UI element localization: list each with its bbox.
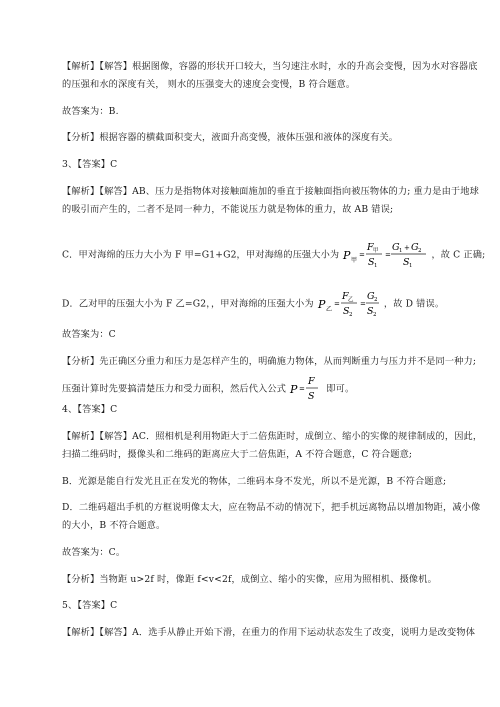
analysis-line: 【解析】【解答】A．选手从静止开始下滑，在重力的作用下运动状态发生了改变，说明力是改变物体 [62,627,476,638]
line-text: ，故 C 正确; [431,249,486,261]
line-text: D．乙对甲的压强大小为 F 乙=G2，，甲对海绵的压强大小为 [62,298,314,310]
svg-text:=: = [359,300,366,308]
svg-text:F: F [367,242,375,253]
analysis-line: B．光源是能自行发光且正在发光的物体，二维码本身不发光，所以不是光源，B 不符合题意; [62,476,447,487]
svg-text:G: G [411,242,420,253]
answer-line: 故答案为：C。 [62,547,126,558]
formula-symbol: P [343,249,351,262]
svg-text:2: 2 [373,297,378,303]
line-text: ，故 D 错误。 [383,298,445,310]
question-heading: 4、【答案】C [62,404,118,415]
analysis-line: 【解析】【解答】AC．照相机是利用物距大于二倍焦距时，成倒立、缩小的实像的规律制成的，因此， [62,431,483,442]
analysis-line: 【分析】先正确区分重力和压力是怎样产生的，明确施力物体，从而判断重力与压力并不是同一种力; [62,356,477,367]
svg-text:1: 1 [399,248,404,254]
line-text: 即可。 [326,383,355,395]
formula-equals: = [359,251,366,259]
formula-subscript: 甲 [351,257,358,264]
formula-symbol: P [317,298,326,311]
analysis-line: 【分析】当物距 u>2f 时，像距 f<v<2f，成倒立、缩小的实像，应用为照相机、摄像机。 [62,574,437,585]
svg-text:2: 2 [372,312,377,318]
analysis-line: 的吸引而产生的，二者不是同一种力，不能说压力就是物体的重力，故 AB 错误; [62,204,394,215]
question-heading: 5、【答案】C [62,600,118,611]
svg-text:S: S [368,257,376,268]
analysis-line: 扫描二维码时，摄像头和二维码的距离应大于二倍焦距，A 不符合题意，C 符合题意; [62,449,413,460]
svg-text:1: 1 [374,263,379,269]
pressure-formula-jia [342,238,428,272]
svg-text:G: G [366,291,375,302]
line-text: C．甲对海绵的压力大小为 F 甲=G1+G2，甲对海绵的压强大小为 [62,249,340,261]
answer-line: 故答案为：C [62,329,116,340]
formula-symbol: P [290,383,298,396]
svg-text:F: F [308,376,315,387]
svg-text:S: S [308,391,315,402]
pressure-formula-yi [317,287,381,321]
svg-text:1: 1 [409,263,414,269]
formula-equals: = [333,300,340,308]
svg-text:S: S [342,306,350,317]
svg-text:2: 2 [348,312,353,318]
pressure-formula-general [289,373,323,405]
line-text: 压强计算时先要搞清楚压力和受力面积，然后代入公式 [62,383,287,395]
svg-text:G: G [392,242,401,253]
analysis-line: 的压强和水的深度有关， 则水的压强变大的速度会变慢，B 符合题意。 [62,79,356,90]
svg-text:F: F [341,291,349,302]
svg-text:S: S [366,306,374,317]
svg-text:2: 2 [418,248,423,254]
analysis-line: 的大小，B 不符合题意。 [62,520,166,531]
svg-text:+: + [404,244,411,252]
analysis-line-with-formula [62,287,445,321]
svg-text:S: S [403,257,411,268]
analysis-line: 【解析】【解答】根据图像，容器的形状开口较大，当匀速注水时，水的升高会变慢，因为水对容器底 [62,61,478,72]
question-heading: 3、【答案】C [62,159,118,170]
analysis-line-with-formula [62,238,486,272]
formula-equals: = [299,385,306,393]
analysis-line: D．二维码超出手机的方框说明像太大，应在物品不动的情况下，把手机远离物品以增加物距，减小像 [62,502,481,513]
analysis-line-with-formula [62,373,442,405]
analysis-line: 【解析】【解答】AB、压力是指物体对接触面施加的垂直于接触面指向被压物体的力; 重力是由于地球 [62,186,479,197]
svg-text:甲: 甲 [373,248,380,254]
formula-subscript: 乙 [325,306,332,313]
svg-text:=: = [385,251,392,259]
analysis-line: 【分析】根据容器的横截面积变大，液面升高变慢，液体压强和液体的深度有关。 [62,132,399,143]
svg-text:乙: 乙 [347,297,354,303]
answer-line: 故答案为：B. [62,106,119,117]
